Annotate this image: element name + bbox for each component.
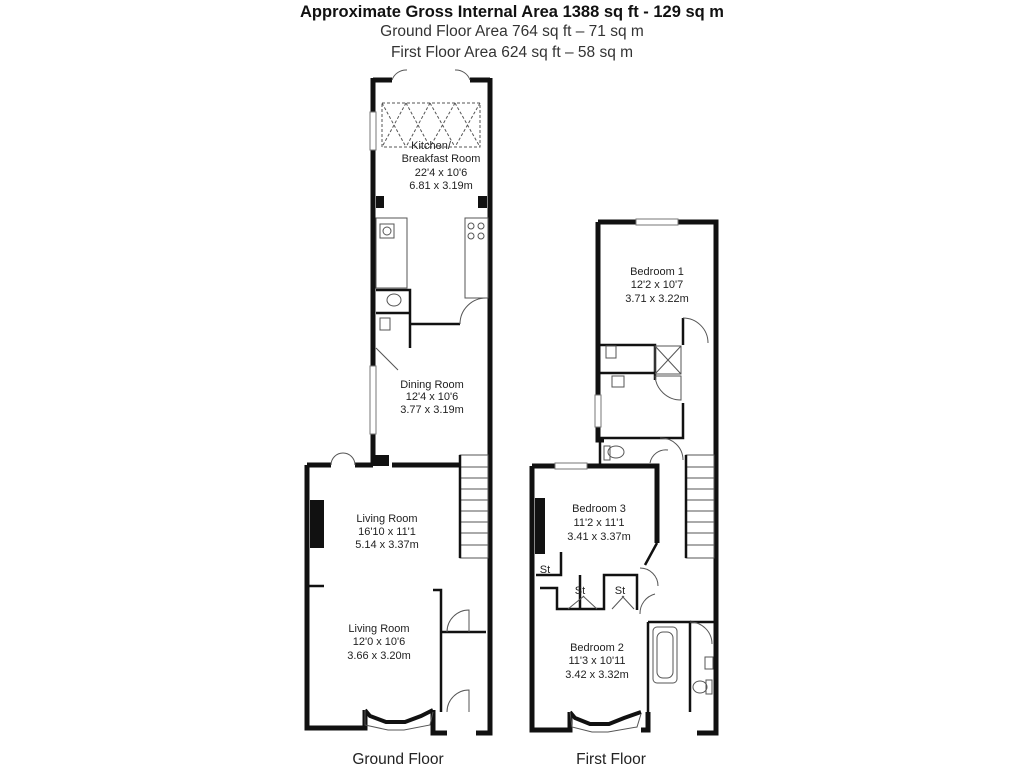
living-room-1-imperial: 16'10 x 11'1 xyxy=(358,526,416,538)
dining-name: Dining Room xyxy=(400,379,464,391)
bedroom-3-metric: 3.41 x 3.37m xyxy=(567,531,631,543)
bedroom-1-name: Bedroom 1 xyxy=(630,266,684,278)
ground-floor-label: Ground Floor xyxy=(352,751,444,768)
kitchen-units xyxy=(376,218,488,298)
kitchen-name: Kitchen/ xyxy=(411,140,451,152)
living-room-1-metric: 5.14 x 3.37m xyxy=(355,539,419,551)
dining-metric: 3.77 x 3.19m xyxy=(400,404,464,416)
living-room-2-name: Living Room xyxy=(348,623,410,635)
living-room-2-metric: 3.66 x 3.20m xyxy=(347,650,411,662)
first-floor-label: First Floor xyxy=(576,751,646,768)
living-room-1-name: Living Room xyxy=(356,513,418,525)
store-label-2: St xyxy=(574,585,586,597)
dining-imperial: 12'4 x 10'6 xyxy=(405,391,459,403)
ground-floor-area: Ground Floor Area 764 sq ft – 71 sq m xyxy=(380,23,644,40)
kitchen-metric: 6.81 x 3.19m xyxy=(409,180,473,192)
kitchen-name2: Breakfast Room xyxy=(401,153,481,165)
living-room-2-imperial: 12'0 x 10'6 xyxy=(352,636,406,648)
first-floor-staircase xyxy=(686,455,714,558)
gross-area-title: Approximate Gross Internal Area 1388 sq ft - 129 sq m xyxy=(300,3,724,21)
store-label-1: St xyxy=(539,564,551,576)
bedroom-3-name: Bedroom 3 xyxy=(572,503,626,515)
bedroom-1-imperial: 12'2 x 10'7 xyxy=(630,279,684,291)
bedroom-2-metric: 3.42 x 3.32m xyxy=(565,669,629,681)
bedroom-2-name: Bedroom 2 xyxy=(570,642,624,654)
bedroom-1-metric: 3.71 x 3.22m xyxy=(625,293,689,305)
first-floor-plan xyxy=(532,219,716,768)
bedroom-3-imperial: 11'2 x 11'1 xyxy=(573,517,625,529)
store-label-3: St xyxy=(614,585,626,597)
kitchen-imperial: 22'4 x 10'6 xyxy=(414,167,468,179)
ground-floor-plan xyxy=(307,70,490,768)
ground-staircase xyxy=(460,455,488,558)
bedroom-2-imperial: 11'3 x 10'11 xyxy=(568,655,626,667)
first-floor-area: First Floor Area 624 sq ft – 58 sq m xyxy=(390,44,634,61)
